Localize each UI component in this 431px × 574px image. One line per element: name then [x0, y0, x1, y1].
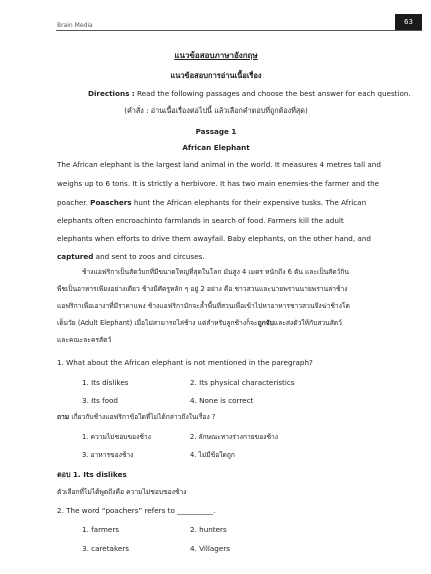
- directions: [88, 89, 411, 98]
- translation-text: เต็มวัย (Adult Elephant) เมื่อไม่สามารถไล่ช้าง แต่สำหรับลูกช้างก็จะ: [57, 319, 258, 327]
- q1-option: 4. None is correct: [190, 396, 254, 405]
- page-number: 63: [395, 14, 422, 30]
- header-rule: [56, 30, 422, 31]
- q2-option: 3. caretakers: [82, 544, 129, 553]
- q1-thai-option: 4. ไม่มีข้อใดถูก: [190, 451, 235, 459]
- passage-keyword: Poaschers: [90, 198, 132, 207]
- page-subtitle: แนวข้อสอบการอ่านเนื้อเรื่อง: [170, 71, 262, 80]
- q1-thai-option: 1. ความไม่ชอบของช้าง: [82, 433, 151, 441]
- directions-label: Directions :: [88, 89, 135, 98]
- passage-text: poacher.: [57, 198, 91, 207]
- translation-line: และคณะละครสัตว์: [57, 336, 112, 344]
- translation-line: แอฟริกาเพื่อเอางาที่มีราคาแพง ช้างแอฟริกามักจะล้ำพื้นที่สวนเพื่อเข้าไปหาอาหารชาวสวนจึงฆ่าช้างโต: [57, 302, 350, 310]
- page-title: แนวข้อสอบภาษาอังกฤษ: [174, 51, 258, 60]
- passage-title: African Elephant: [182, 143, 250, 152]
- publisher-name: Brain Media: [57, 22, 93, 29]
- passage-line: elephants when efforts to drive them awayfail. Baby elephants, on the other hand, and: [57, 234, 371, 243]
- passage-label: Passage 1: [195, 127, 237, 136]
- q1-thai-option: 2. ลักษณะทางร่างกายของช้าง: [190, 433, 279, 441]
- passage-text: hunt the African elephants for their expensive tusks. The African: [131, 198, 367, 207]
- q2-option: 1. farmers: [82, 525, 120, 534]
- q1-option: 2. Its physical characteristics: [190, 378, 295, 387]
- q2-option: 4. Villagers: [190, 544, 230, 553]
- q1-thai-option: 3. อาหารของช้าง: [82, 451, 134, 459]
- passage-line: weighs up to 6 tons. It is strictly a herbivore. It has two main enemies-the farmer and the: [57, 179, 380, 188]
- passage-line: [57, 198, 366, 207]
- question-2: 2. The word “poachers” refers to __________.: [57, 506, 216, 515]
- directions-thai: (คำสั่ง : อ่านเนื้อเรื่องต่อไปนี้ แล้วเลือกคำตอบที่ถูกต้องที่สุด): [124, 106, 308, 115]
- directions-text: Read the following passages and choose the best answer for each question.: [134, 89, 411, 98]
- translation-line: พืชเป็นอาหารเพียงอย่างเดียว ช้างมีศัตรูหลัก ๆ อยู่ 2 อย่าง คือ ชาวสวนและนายพรานนายพรานล่าช้าง: [57, 285, 348, 293]
- translation-keyword: ถูกจับ: [257, 319, 274, 327]
- passage-keyword: captured: [57, 252, 94, 261]
- q1-answer: ตอบ 1. Its dislikes: [57, 470, 127, 479]
- passage-line: [57, 252, 205, 261]
- question-1: 1. What about the African elephant is not mentioned in the paregraph?: [57, 358, 313, 367]
- translation-line: [57, 319, 342, 328]
- q1-option: 1. Its dislikes: [82, 378, 129, 387]
- passage-text: and sent to zoos and circuses.: [93, 252, 205, 261]
- translation-line: ช้างแอฟริกาเป็นสัตว์บกที่มีขนาดใหญ่ที่สุดในโลก มันสูง 4 เมตร หนักถึง 6 ตัน และเป็นสัตว์กิน: [82, 268, 349, 276]
- q1-explanation: ตัวเลือกที่ไม่ได้พูดถึงคือ ความไม่ชอบของช้าง: [57, 488, 187, 496]
- q2-option: 2. hunters: [190, 525, 227, 534]
- q1-thai-label: ถาม: [57, 413, 70, 421]
- q1-option: 3. Its food: [82, 396, 118, 405]
- q1-thai-text: เกี่ยวกับช้างแอฟริกาข้อใดที่ไม่ได้กล่าวถึงในเรื่อง ?: [69, 413, 216, 421]
- translation-text: และส่งตัวให้กับสวนสัตว์: [273, 319, 342, 327]
- q1-thai-question: [57, 413, 215, 422]
- passage-line: elephants often encroachinto farmlands in search of food. Farmers kill the adult: [57, 216, 344, 225]
- passage-line: The African elephant is the largest land animal in the world. It measures 4 metres tall and: [57, 160, 381, 169]
